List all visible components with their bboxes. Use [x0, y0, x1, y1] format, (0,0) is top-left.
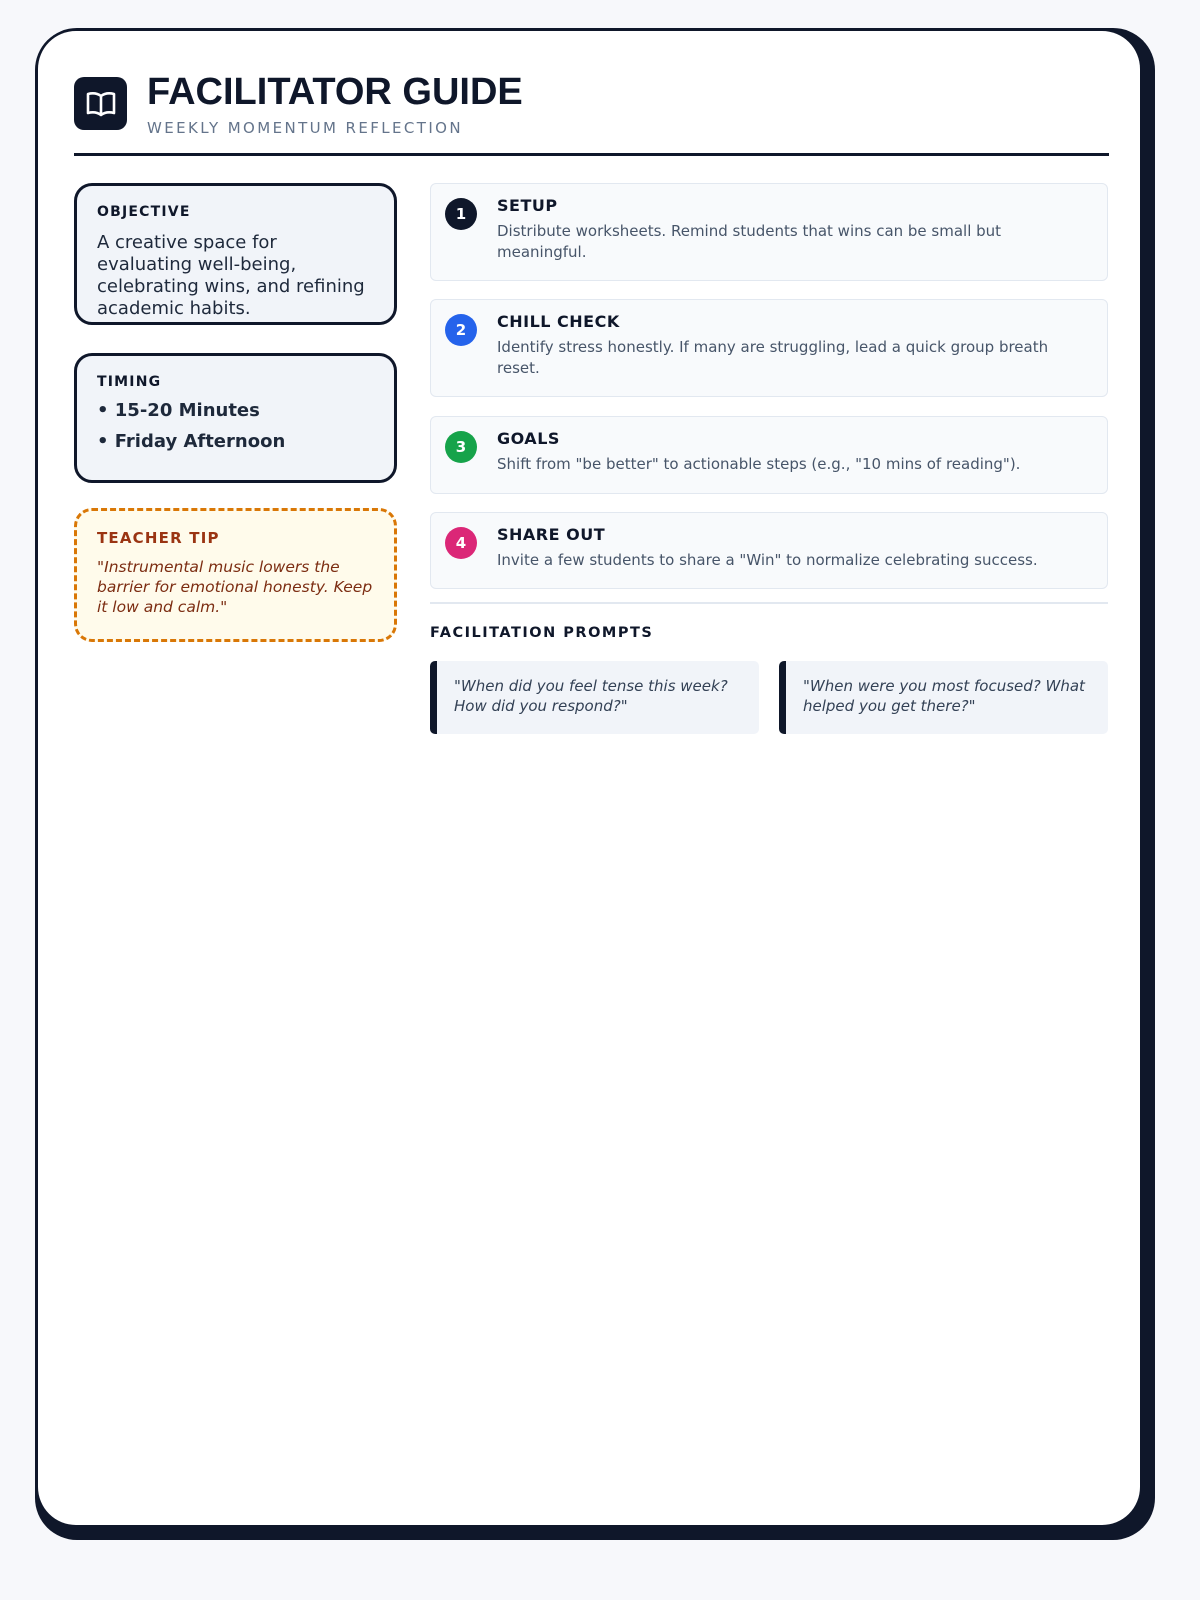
step-description: Shift from "be better" to actionable steps (e.g., "10 mins of reading"). — [497, 455, 1021, 473]
step-title: CHILL CHECK — [497, 312, 620, 331]
page-title: FACILITATOR GUIDE — [147, 71, 523, 113]
prompts-divider — [430, 602, 1108, 604]
objective-box — [74, 183, 397, 325]
teacher-tip-text: "Instrumental music lowers the barrier for emotional honesty. Keep it low and calm." — [97, 558, 373, 616]
step-number-badge: 1 — [445, 198, 477, 230]
step-goals — [430, 416, 1108, 494]
prompts-label: FACILITATION PROMPTS — [430, 625, 654, 641]
timing-duration: • 15-20 Minutes — [97, 400, 260, 421]
step-title: SETUP — [497, 196, 558, 215]
facilitation-prompt: "When were you most focused? What helped you get there?" — [779, 661, 1108, 734]
step-share-out — [430, 512, 1108, 589]
teacher-tip-label: TEACHER TIP — [97, 529, 220, 547]
facilitation-prompt: "When did you feel tense this week? How did you respond?" — [430, 661, 759, 734]
guide-card — [35, 28, 1155, 1540]
objective-text: A creative space for evaluating well-being, celebrating wins, and refining academic habits. — [97, 232, 365, 319]
teacher-tip-box — [74, 508, 397, 642]
book-icon — [74, 77, 127, 130]
step-description: Invite a few students to share a "Win" to normalize celebrating success. — [497, 551, 1038, 569]
step-chill-check — [430, 299, 1108, 397]
guide-card-body — [38, 31, 1140, 1525]
page-subtitle: WEEKLY MOMENTUM REFLECTION — [147, 119, 464, 137]
step-number-badge: 3 — [445, 431, 477, 463]
timing-box — [74, 353, 397, 483]
timing-label: TIMING — [97, 374, 162, 390]
step-description: Distribute worksheets. Remind students that wins can be small but meaningful. — [497, 222, 1002, 261]
objective-label: OBJECTIVE — [97, 204, 191, 220]
step-description: Identify stress honestly. If many are struggling, lead a quick group breath reset. — [497, 338, 1049, 377]
step-title: SHARE OUT — [497, 525, 606, 544]
timing-day: • Friday Afternoon — [97, 431, 286, 452]
header-divider — [74, 153, 1109, 156]
step-title: GOALS — [497, 429, 560, 448]
step-number-badge: 2 — [445, 314, 477, 346]
header — [74, 71, 523, 137]
step-setup — [430, 183, 1108, 281]
step-number-badge: 4 — [445, 527, 477, 559]
